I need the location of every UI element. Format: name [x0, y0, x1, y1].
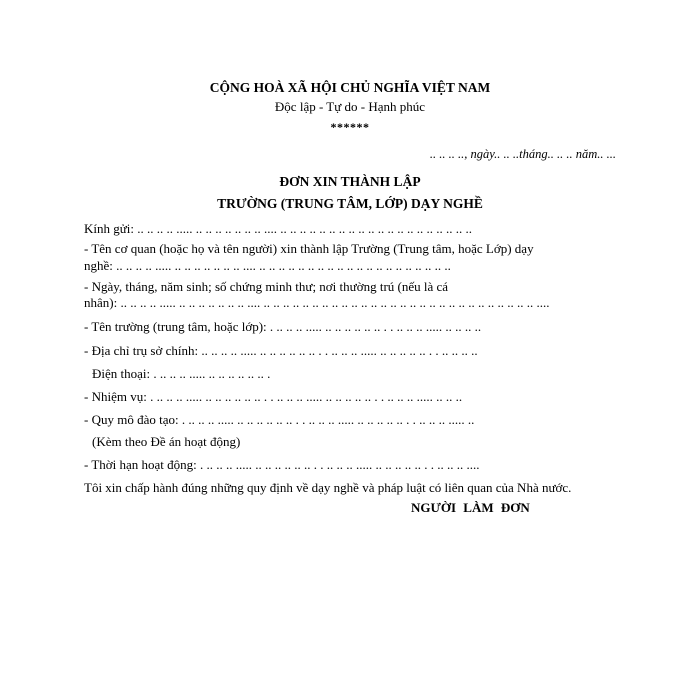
applicant-line-continued: nghề: .. .. .. .. ..... .. .. .. .. .. .. .. .... .. .. .. .. .. .. .. .. .. .. .. .. .. .. .. .. .. .. .. .. [84, 258, 451, 273]
address-line: - Địa chỉ trụ sở chính: .. .. .. .. ..... .. .. .. .. .. .. . . .. .. .. ..... .. .. .. .. .. . . .. .. .. .. [84, 343, 478, 358]
national-title: CỘNG HOÀ XÃ HỘI CHỦ NGHĨA VIỆT NAM [209, 80, 491, 95]
national-motto: Độc lập - Tự do - Hạnh phúc [274, 99, 426, 114]
applicant-line: - Tên cơ quan (hoặc họ và tên người) xin thành lập Trường (Trung tâm, hoặc Lớp) dạy [84, 241, 534, 256]
recipient-line: Kính gửi: .. .. .. .. ..... .. .. .. .. .. .. .. .... .. .. .. .. .. .. .. .. .. .. .. .. .. .. .. .. .. .. .. .. [84, 221, 473, 236]
training-scale-line: - Quy mô đào tạo: . .. .. .. ..... .. .. .. .. .. .. . . .. .. .. ..... .. .. .. .. .. . . .. .. .. ..... .. [84, 412, 475, 427]
attachment-note: (Kèm theo Đề án hoạt động) [92, 434, 241, 449]
applicant-signature-label: NGƯỜI LÀM ĐƠN [411, 500, 530, 515]
school-name-line: - Tên trường (trung tâm, hoặc lớp): . .. .. .. ..... .. .. .. .. .. .. . . .. .. .. ..... .. .. .. .. [84, 319, 482, 334]
motto-divider-stars: ****** [330, 120, 370, 134]
commitment-statement: Tôi xin chấp hành đúng những quy định về dạy nghề và pháp luật có liên quan của Nhà nước. [84, 480, 572, 495]
document-subtitle: TRƯỜNG (TRUNG TÂM, LỚP) DẠY NGHỀ [217, 196, 483, 211]
personal-info-line-continued: nhân): .. .. .. .. ..... .. .. .. .. .. .. .. .... .. .. .. .. .. .. .. .. .. .. .. .. .. .. .. .. .. .. .. .. .. .. .. .. .. .. .. .. .... [84, 295, 550, 310]
personal-info-line: - Ngày, tháng, năm sinh; số chứng minh thư; nơi thường trú (nếu là cá [84, 279, 449, 294]
phone-line: Điện thoại: . .. .. .. ..... .. .. .. .. .. .. . [92, 366, 271, 381]
document-title: ĐƠN XIN THÀNH LẬP [279, 174, 421, 189]
duration-line: - Thời hạn hoạt động: . .. .. .. ..... .. .. .. .. .. .. . . .. .. .. ..... .. .. .. .. .. . . .. .. .. .... [84, 457, 480, 472]
place-date-line: .. .. .. .., ngày.. .. ..tháng.. .. .. năm.. ... [429, 147, 616, 161]
mission-line: - Nhiệm vụ: . .. .. .. ..... .. .. .. .. .. .. . . .. .. .. ..... .. .. .. .. .. . . .. .. .. ..... .. .. .. [84, 389, 463, 404]
